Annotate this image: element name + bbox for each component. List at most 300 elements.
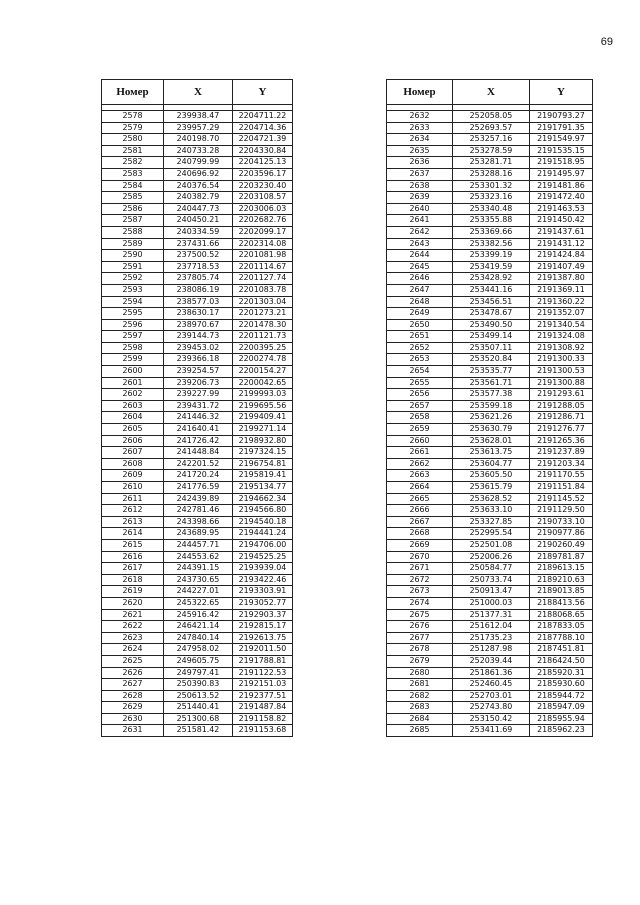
cell-y: 2191450.42 bbox=[530, 215, 593, 227]
cell-number: 2634 bbox=[387, 134, 453, 146]
cell-y: 2203596.17 bbox=[233, 168, 293, 180]
cell-x: 253257.16 bbox=[453, 134, 530, 146]
cell-x: 251861.36 bbox=[453, 667, 530, 679]
cell-x: 244227.01 bbox=[164, 586, 233, 598]
table-row bbox=[102, 226, 293, 238]
table-row bbox=[102, 366, 293, 378]
cell-x: 240450.21 bbox=[164, 215, 233, 227]
cell-x: 251000.03 bbox=[453, 597, 530, 609]
cell-number: 2620 bbox=[102, 597, 164, 609]
cell-x: 243689.95 bbox=[164, 528, 233, 540]
cell-x: 241776.59 bbox=[164, 482, 233, 494]
cell-y: 2188068.65 bbox=[530, 609, 593, 621]
cell-x: 247840.14 bbox=[164, 632, 233, 644]
cell-x: 245322.65 bbox=[164, 597, 233, 609]
cell-number: 2649 bbox=[387, 308, 453, 320]
cell-x: 252460.45 bbox=[453, 679, 530, 691]
cell-x: 247958.02 bbox=[164, 644, 233, 656]
cell-x: 240334.59 bbox=[164, 226, 233, 238]
cell-y: 2192377.51 bbox=[233, 690, 293, 702]
cell-y: 2187788.10 bbox=[530, 632, 593, 644]
table-row bbox=[102, 238, 293, 250]
cell-y: 2191360.22 bbox=[530, 296, 593, 308]
table-row bbox=[102, 679, 293, 691]
cell-number: 2667 bbox=[387, 516, 453, 528]
cell-number: 2654 bbox=[387, 366, 453, 378]
cell-number: 2673 bbox=[387, 586, 453, 598]
table-row bbox=[387, 308, 593, 320]
cell-y: 2200154.27 bbox=[233, 366, 293, 378]
cell-x: 253633.10 bbox=[453, 505, 530, 517]
cell-number: 2645 bbox=[387, 261, 453, 273]
table-row bbox=[387, 145, 593, 157]
cell-x: 239957.29 bbox=[164, 122, 233, 134]
cell-number: 2638 bbox=[387, 180, 453, 192]
cell-number: 2610 bbox=[102, 482, 164, 494]
cell-number: 2659 bbox=[387, 424, 453, 436]
cell-y: 2191788.81 bbox=[233, 655, 293, 667]
table-row bbox=[387, 551, 593, 563]
table-row bbox=[387, 134, 593, 146]
cell-x: 250733.74 bbox=[453, 574, 530, 586]
cell-number: 2585 bbox=[102, 192, 164, 204]
cell-y: 2191549.97 bbox=[530, 134, 593, 146]
cell-x: 252058.05 bbox=[453, 111, 530, 123]
cell-number: 2589 bbox=[102, 238, 164, 250]
cell-y: 2199993.03 bbox=[233, 389, 293, 401]
cell-y: 2191237.89 bbox=[530, 447, 593, 459]
cell-y: 2191791.35 bbox=[530, 122, 593, 134]
cell-y: 2202682.76 bbox=[233, 215, 293, 227]
cell-number: 2630 bbox=[102, 713, 164, 725]
table-header-row bbox=[102, 80, 293, 105]
cell-number: 2684 bbox=[387, 713, 453, 725]
cell-number: 2606 bbox=[102, 435, 164, 447]
cell-y: 2191387.80 bbox=[530, 273, 593, 285]
cell-y: 2191487.84 bbox=[233, 702, 293, 714]
cell-x: 253615.79 bbox=[453, 482, 530, 494]
table-row bbox=[102, 134, 293, 146]
cell-number: 2666 bbox=[387, 505, 453, 517]
cell-y: 2193422.46 bbox=[233, 574, 293, 586]
cell-y: 2191495.97 bbox=[530, 168, 593, 180]
cell-number: 2578 bbox=[102, 111, 164, 123]
cell-x: 253382.56 bbox=[453, 238, 530, 250]
cell-y: 2199271.14 bbox=[233, 424, 293, 436]
table-row bbox=[102, 655, 293, 667]
cell-x: 240382.79 bbox=[164, 192, 233, 204]
cell-number: 2633 bbox=[387, 122, 453, 134]
table-row bbox=[387, 400, 593, 412]
cell-x: 253613.75 bbox=[453, 447, 530, 459]
cell-y: 2191352.07 bbox=[530, 308, 593, 320]
cell-y: 2202314.08 bbox=[233, 238, 293, 250]
cell-y: 2191122.53 bbox=[233, 667, 293, 679]
table-row bbox=[387, 516, 593, 528]
cell-number: 2651 bbox=[387, 331, 453, 343]
cell-y: 2189613.15 bbox=[530, 563, 593, 575]
cell-x: 244457.71 bbox=[164, 539, 233, 551]
cell-x: 237431.66 bbox=[164, 238, 233, 250]
cell-y: 2191369.11 bbox=[530, 284, 593, 296]
cell-x: 243398.66 bbox=[164, 516, 233, 528]
cell-y: 2191151.84 bbox=[530, 482, 593, 494]
cell-x: 253628.01 bbox=[453, 435, 530, 447]
cell-number: 2617 bbox=[102, 563, 164, 575]
cell-number: 2599 bbox=[102, 354, 164, 366]
cell-x: 253340.48 bbox=[453, 203, 530, 215]
table-row bbox=[387, 621, 593, 633]
table-row bbox=[102, 308, 293, 320]
cell-y: 2190260.49 bbox=[530, 539, 593, 551]
cell-x: 241720.24 bbox=[164, 470, 233, 482]
cell-x: 237718.53 bbox=[164, 261, 233, 273]
cell-number: 2613 bbox=[102, 516, 164, 528]
table-row bbox=[387, 690, 593, 702]
cell-x: 238970.67 bbox=[164, 319, 233, 331]
cell-number: 2609 bbox=[102, 470, 164, 482]
cell-number: 2655 bbox=[387, 377, 453, 389]
cell-y: 2204125.13 bbox=[233, 157, 293, 169]
cell-y: 2204714.36 bbox=[233, 122, 293, 134]
table-row bbox=[102, 690, 293, 702]
table-row bbox=[387, 226, 593, 238]
cell-number: 2685 bbox=[387, 725, 453, 737]
cell-y: 2191145.52 bbox=[530, 493, 593, 505]
cell-number: 2597 bbox=[102, 331, 164, 343]
table-row bbox=[102, 424, 293, 436]
cell-y: 2192151.03 bbox=[233, 679, 293, 691]
cell-y: 2204721.39 bbox=[233, 134, 293, 146]
table-row bbox=[387, 470, 593, 482]
table-row bbox=[102, 111, 293, 123]
table-row bbox=[102, 331, 293, 343]
cell-number: 2621 bbox=[102, 609, 164, 621]
cell-x: 253323.16 bbox=[453, 192, 530, 204]
cell-x: 253599.18 bbox=[453, 400, 530, 412]
cell-number: 2605 bbox=[102, 424, 164, 436]
cell-number: 2596 bbox=[102, 319, 164, 331]
cell-number: 2608 bbox=[102, 458, 164, 470]
cell-number: 2639 bbox=[387, 192, 453, 204]
table-row bbox=[387, 192, 593, 204]
table-row bbox=[387, 331, 593, 343]
cell-y: 2199409.41 bbox=[233, 412, 293, 424]
cell-y: 2191300.53 bbox=[530, 366, 593, 378]
cell-x: 253301.32 bbox=[453, 180, 530, 192]
cell-y: 2193303.91 bbox=[233, 586, 293, 598]
cell-number: 2586 bbox=[102, 203, 164, 215]
cell-x: 253411.69 bbox=[453, 725, 530, 737]
cell-y: 2192815.17 bbox=[233, 621, 293, 633]
cell-number: 2644 bbox=[387, 250, 453, 262]
cell-x: 251300.68 bbox=[164, 713, 233, 725]
cell-y: 2203108.57 bbox=[233, 192, 293, 204]
cell-y: 2187833.05 bbox=[530, 621, 593, 633]
table-row bbox=[387, 435, 593, 447]
table-row bbox=[387, 296, 593, 308]
cell-y: 2204330.84 bbox=[233, 145, 293, 157]
cell-number: 2629 bbox=[102, 702, 164, 714]
cell-x: 253499.14 bbox=[453, 331, 530, 343]
coordinates-table-right bbox=[386, 79, 593, 737]
cell-y: 2197324.15 bbox=[233, 447, 293, 459]
cell-x: 241640.41 bbox=[164, 424, 233, 436]
cell-number: 2679 bbox=[387, 655, 453, 667]
cell-x: 253577.38 bbox=[453, 389, 530, 401]
cell-number: 2614 bbox=[102, 528, 164, 540]
table-row bbox=[102, 400, 293, 412]
cell-number: 2663 bbox=[387, 470, 453, 482]
table-row bbox=[102, 539, 293, 551]
cell-number: 2583 bbox=[102, 168, 164, 180]
cell-x: 251581.42 bbox=[164, 725, 233, 737]
cell-x: 249797.41 bbox=[164, 667, 233, 679]
table-row bbox=[102, 470, 293, 482]
cell-x: 243730.65 bbox=[164, 574, 233, 586]
cell-x: 252693.57 bbox=[453, 122, 530, 134]
cell-number: 2677 bbox=[387, 632, 453, 644]
cell-x: 240376.54 bbox=[164, 180, 233, 192]
cell-number: 2592 bbox=[102, 273, 164, 285]
cell-x: 240799.99 bbox=[164, 157, 233, 169]
cell-number: 2582 bbox=[102, 157, 164, 169]
table-row bbox=[387, 238, 593, 250]
table-row bbox=[387, 597, 593, 609]
cell-number: 2600 bbox=[102, 366, 164, 378]
cell-x: 240696.92 bbox=[164, 168, 233, 180]
cell-x: 239431.72 bbox=[164, 400, 233, 412]
table-row bbox=[102, 597, 293, 609]
cell-x: 251377.31 bbox=[453, 609, 530, 621]
table-row bbox=[102, 389, 293, 401]
cell-x: 253630.79 bbox=[453, 424, 530, 436]
cell-number: 2640 bbox=[387, 203, 453, 215]
cell-number: 2579 bbox=[102, 122, 164, 134]
table-row bbox=[387, 412, 593, 424]
page-number: 69 bbox=[600, 36, 613, 48]
table-row bbox=[102, 702, 293, 714]
cell-number: 2656 bbox=[387, 389, 453, 401]
cell-y: 2199695.56 bbox=[233, 400, 293, 412]
column-header-number: Номер bbox=[102, 80, 164, 105]
cell-x: 252006.26 bbox=[453, 551, 530, 563]
cell-x: 244553.62 bbox=[164, 551, 233, 563]
table-row bbox=[387, 586, 593, 598]
cell-x: 245916.42 bbox=[164, 609, 233, 621]
cell-x: 253535.77 bbox=[453, 366, 530, 378]
table-row bbox=[102, 551, 293, 563]
cell-number: 2615 bbox=[102, 539, 164, 551]
table-row bbox=[387, 157, 593, 169]
cell-x: 251287.98 bbox=[453, 644, 530, 656]
cell-x: 252703.01 bbox=[453, 690, 530, 702]
cell-y: 2189013.85 bbox=[530, 586, 593, 598]
cell-y: 2191472.40 bbox=[530, 192, 593, 204]
cell-x: 238577.03 bbox=[164, 296, 233, 308]
cell-number: 2648 bbox=[387, 296, 453, 308]
cell-number: 2584 bbox=[102, 180, 164, 192]
cell-x: 253604.77 bbox=[453, 458, 530, 470]
table-row bbox=[102, 412, 293, 424]
table-row bbox=[387, 632, 593, 644]
table-row bbox=[102, 621, 293, 633]
table-row bbox=[387, 528, 593, 540]
cell-y: 2191424.84 bbox=[530, 250, 593, 262]
table-row bbox=[102, 261, 293, 273]
cell-y: 2201127.74 bbox=[233, 273, 293, 285]
cell-y: 2191535.15 bbox=[530, 145, 593, 157]
table-row bbox=[387, 111, 593, 123]
cell-number: 2652 bbox=[387, 342, 453, 354]
cell-number: 2587 bbox=[102, 215, 164, 227]
cell-number: 2643 bbox=[387, 238, 453, 250]
cell-y: 2194706.00 bbox=[233, 539, 293, 551]
cell-x: 239254.57 bbox=[164, 366, 233, 378]
cell-x: 240447.73 bbox=[164, 203, 233, 215]
cell-y: 2201081.98 bbox=[233, 250, 293, 262]
cell-y: 2192011.50 bbox=[233, 644, 293, 656]
table-row bbox=[387, 122, 593, 134]
table-row bbox=[102, 215, 293, 227]
cell-number: 2616 bbox=[102, 551, 164, 563]
table-row bbox=[387, 574, 593, 586]
cell-y: 2191308.92 bbox=[530, 342, 593, 354]
cell-x: 251612.04 bbox=[453, 621, 530, 633]
cell-number: 2636 bbox=[387, 157, 453, 169]
cell-number: 2674 bbox=[387, 597, 453, 609]
table-row bbox=[102, 273, 293, 285]
cell-y: 2191153.68 bbox=[233, 725, 293, 737]
table-row bbox=[102, 667, 293, 679]
cell-y: 2191288.05 bbox=[530, 400, 593, 412]
cell-number: 2601 bbox=[102, 377, 164, 389]
cell-number: 2678 bbox=[387, 644, 453, 656]
cell-y: 2194662.34 bbox=[233, 493, 293, 505]
table-row bbox=[387, 493, 593, 505]
cell-x: 237805.74 bbox=[164, 273, 233, 285]
table-row bbox=[102, 632, 293, 644]
cell-x: 253399.19 bbox=[453, 250, 530, 262]
cell-y: 2193939.04 bbox=[233, 563, 293, 575]
table-row bbox=[102, 609, 293, 621]
cell-x: 253561.71 bbox=[453, 377, 530, 389]
cell-y: 2203006.03 bbox=[233, 203, 293, 215]
cell-number: 2658 bbox=[387, 412, 453, 424]
cell-x: 253369.66 bbox=[453, 226, 530, 238]
cell-number: 2662 bbox=[387, 458, 453, 470]
cell-x: 253605.50 bbox=[453, 470, 530, 482]
cell-y: 2190977.86 bbox=[530, 528, 593, 540]
table-row bbox=[102, 563, 293, 575]
table-row bbox=[387, 713, 593, 725]
cell-number: 2646 bbox=[387, 273, 453, 285]
cell-y: 2191286.71 bbox=[530, 412, 593, 424]
cell-x: 250390.83 bbox=[164, 679, 233, 691]
cell-y: 2200042.65 bbox=[233, 377, 293, 389]
cell-y: 2189210.63 bbox=[530, 574, 593, 586]
table-row bbox=[387, 250, 593, 262]
cell-x: 253456.51 bbox=[453, 296, 530, 308]
cell-y: 2201478.30 bbox=[233, 319, 293, 331]
cell-x: 237500.52 bbox=[164, 250, 233, 262]
cell-y: 2185944.72 bbox=[530, 690, 593, 702]
cell-y: 2191437.61 bbox=[530, 226, 593, 238]
table-row bbox=[102, 145, 293, 157]
table-row bbox=[387, 667, 593, 679]
cell-number: 2612 bbox=[102, 505, 164, 517]
cell-number: 2680 bbox=[387, 667, 453, 679]
cell-number: 2588 bbox=[102, 226, 164, 238]
cell-number: 2607 bbox=[102, 447, 164, 459]
cell-number: 2681 bbox=[387, 679, 453, 691]
cell-number: 2624 bbox=[102, 644, 164, 656]
cell-number: 2683 bbox=[387, 702, 453, 714]
cell-number: 2647 bbox=[387, 284, 453, 296]
table-row bbox=[102, 180, 293, 192]
column-header-x: X bbox=[164, 80, 233, 105]
cell-x: 253628.52 bbox=[453, 493, 530, 505]
cell-y: 2190733.10 bbox=[530, 516, 593, 528]
cell-x: 250584.77 bbox=[453, 563, 530, 575]
table-row bbox=[102, 203, 293, 215]
cell-number: 2611 bbox=[102, 493, 164, 505]
cell-number: 2623 bbox=[102, 632, 164, 644]
column-header-y: Y bbox=[233, 80, 293, 105]
cell-x: 252501.08 bbox=[453, 539, 530, 551]
cell-y: 2196754.81 bbox=[233, 458, 293, 470]
cell-number: 2594 bbox=[102, 296, 164, 308]
cell-x: 238086.19 bbox=[164, 284, 233, 296]
cell-number: 2665 bbox=[387, 493, 453, 505]
table-row bbox=[387, 261, 593, 273]
table-row bbox=[102, 586, 293, 598]
column-header-x: X bbox=[453, 80, 530, 105]
table-row bbox=[102, 493, 293, 505]
cell-number: 2619 bbox=[102, 586, 164, 598]
cell-x: 252995.54 bbox=[453, 528, 530, 540]
cell-y: 2195134.77 bbox=[233, 482, 293, 494]
cell-y: 2190793.27 bbox=[530, 111, 593, 123]
table-row bbox=[102, 713, 293, 725]
coordinates-table-left bbox=[101, 79, 293, 737]
cell-y: 2187451.81 bbox=[530, 644, 593, 656]
cell-y: 2185930.60 bbox=[530, 679, 593, 691]
cell-number: 2671 bbox=[387, 563, 453, 575]
cell-x: 253281.71 bbox=[453, 157, 530, 169]
cell-number: 2669 bbox=[387, 539, 453, 551]
cell-y: 2185947.09 bbox=[530, 702, 593, 714]
cell-number: 2622 bbox=[102, 621, 164, 633]
cell-x: 246421.14 bbox=[164, 621, 233, 633]
cell-number: 2635 bbox=[387, 145, 453, 157]
cell-x: 239938.47 bbox=[164, 111, 233, 123]
cell-number: 2625 bbox=[102, 655, 164, 667]
table-row bbox=[102, 250, 293, 262]
cell-x: 251440.41 bbox=[164, 702, 233, 714]
cell-y: 2191276.77 bbox=[530, 424, 593, 436]
cell-x: 238630.17 bbox=[164, 308, 233, 320]
cell-number: 2580 bbox=[102, 134, 164, 146]
table-row bbox=[102, 319, 293, 331]
table-row bbox=[387, 644, 593, 656]
table-row bbox=[102, 725, 293, 737]
table-row bbox=[387, 284, 593, 296]
cell-number: 2664 bbox=[387, 482, 453, 494]
table-row bbox=[387, 702, 593, 714]
table-row bbox=[387, 273, 593, 285]
cell-y: 2185955.94 bbox=[530, 713, 593, 725]
